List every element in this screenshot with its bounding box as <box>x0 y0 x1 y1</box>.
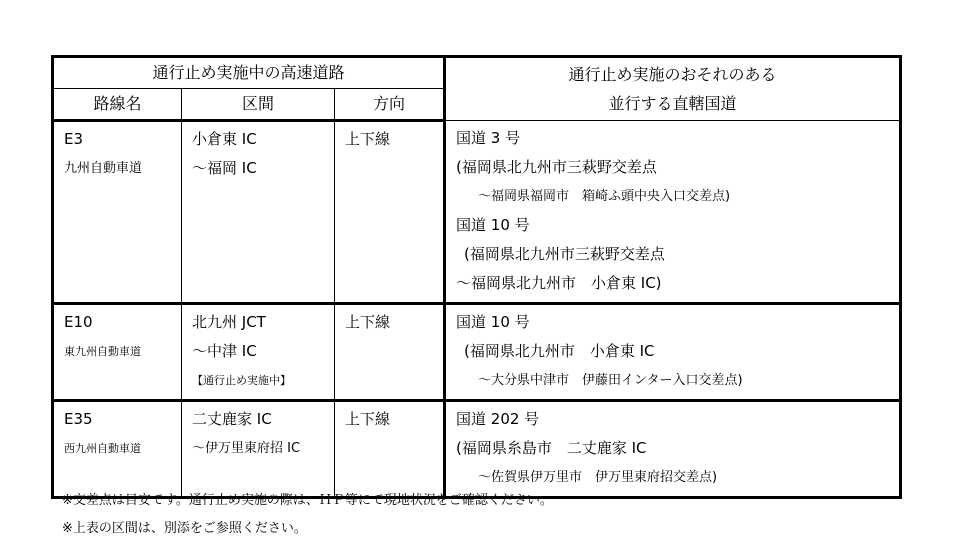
parallel-road-from: (福岡県糸島市 二丈鹿家 IC <box>456 439 647 457</box>
route-cell <box>53 401 182 498</box>
direction-value: 上下線 <box>345 313 391 331</box>
direction-cell <box>335 401 445 498</box>
parallel-road-name: 国道 10 号 <box>456 216 530 234</box>
parallel-road-name: 国道 3 号 <box>456 129 521 147</box>
header-parallel-line1: 通行止め実施のおそれのある <box>568 65 777 84</box>
parallel-road-name: 国道 202 号 <box>456 410 540 428</box>
route-cell <box>53 121 182 304</box>
route-code: E10 <box>64 313 93 331</box>
direction-cell <box>335 304 445 401</box>
direction-value: 上下線 <box>345 130 391 148</box>
route-code: E35 <box>64 410 93 428</box>
route-name: 九州自動車道 <box>64 161 143 176</box>
section-start: 小倉東 IC <box>192 130 257 148</box>
header-expressway-group: 通行止め実施中の高速道路 <box>53 57 445 89</box>
header-section: 区間 <box>182 89 335 121</box>
section-end: ～伊万里東府招 IC <box>192 441 301 456</box>
direction-cell <box>335 121 445 304</box>
parallel-road-to: ～大分県中津市 伊藤田インター入口交差点) <box>478 373 743 388</box>
route-name: 東九州自動車道 <box>64 345 141 358</box>
parallel-road-name: 国道 10 号 <box>456 313 530 331</box>
table-header-row <box>53 57 901 89</box>
section-start: 北九州 JCT <box>192 313 266 331</box>
route-code: E3 <box>64 130 84 148</box>
parallel-road-cell <box>445 121 901 304</box>
section-start: 二丈鹿家 IC <box>192 410 272 428</box>
section-end: ～中津 IC <box>192 342 257 360</box>
closure-table <box>51 55 902 499</box>
section-cell <box>182 401 335 498</box>
header-route-name: 路線名 <box>53 89 182 121</box>
section-status-note: 【通行止め実施中】 <box>192 374 291 387</box>
parallel-road-from: (福岡県北九州市 小倉東 IC <box>464 342 655 360</box>
section-cell <box>182 121 335 304</box>
table-row <box>53 121 901 304</box>
footnote: ※交差点は目安です。通行止め実施の際は、ＨＰ等にて現地状況をご確認ください。 <box>62 493 553 508</box>
parallel-road-from: (福岡県北九州市三萩野交差点 <box>456 158 657 176</box>
parallel-road-from: (福岡県北九州市三萩野交差点 <box>464 245 665 263</box>
parallel-road-to: ～福岡県北九州市 小倉東 IC) <box>456 274 662 292</box>
footnote: ※上表の区間は、別添をご参照ください。 <box>62 521 307 536</box>
parallel-road-to: ～佐賀県伊万里市 伊万里東府招交差点) <box>478 470 718 485</box>
header-parallel-roads <box>445 57 901 121</box>
header-direction: 方向 <box>335 89 445 121</box>
direction-value: 上下線 <box>345 410 391 428</box>
route-cell <box>53 304 182 401</box>
table-row <box>53 304 901 401</box>
route-name: 西九州自動車道 <box>64 442 141 455</box>
section-cell <box>182 304 335 401</box>
header-parallel-line2: 並行する直轄国道 <box>608 94 737 113</box>
table-row <box>53 401 901 498</box>
parallel-road-cell <box>445 304 901 401</box>
parallel-road-to: ～福岡県福岡市 箱崎ふ頭中央入口交差点) <box>478 189 731 204</box>
parallel-road-cell <box>445 401 901 498</box>
section-end: ～福岡 IC <box>192 159 257 177</box>
